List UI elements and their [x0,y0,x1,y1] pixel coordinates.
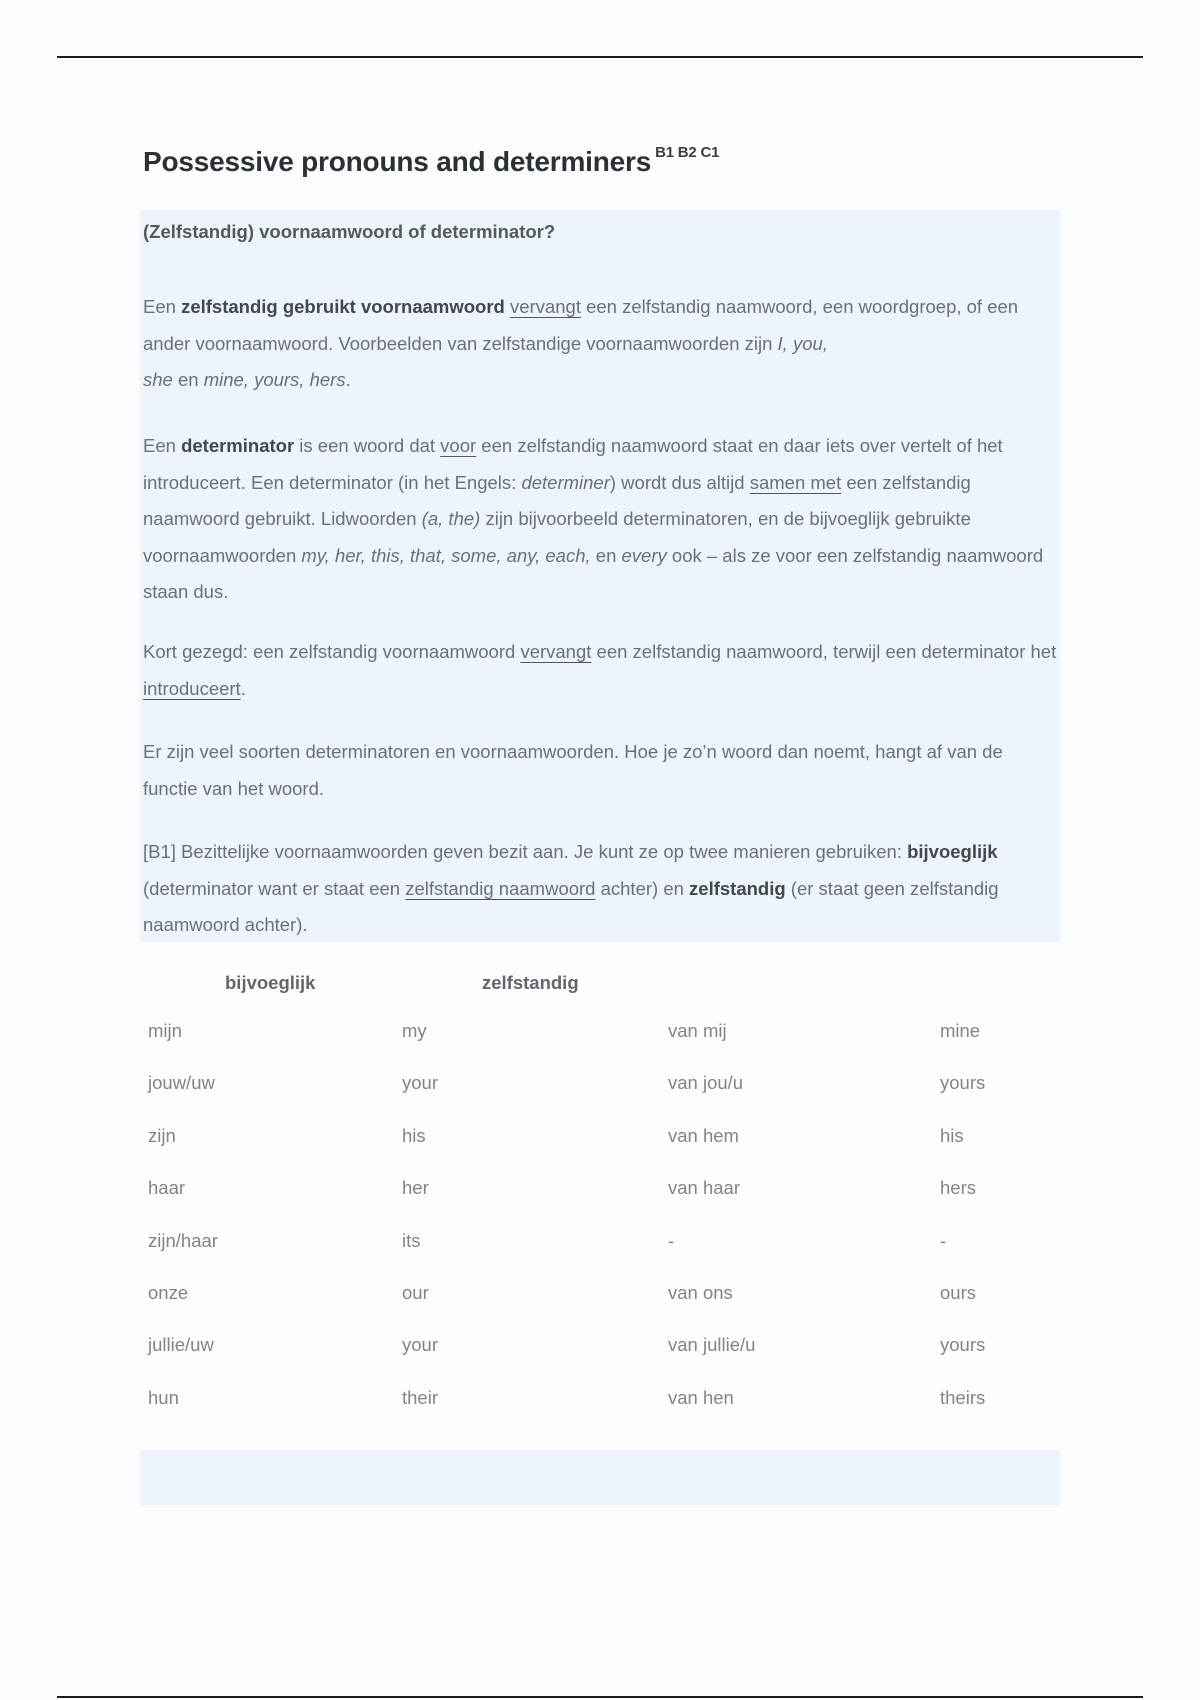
header-bijvoeglijk: bijvoeglijk [225,972,316,993]
table-row [148,1282,1048,1334]
table-cell: zijn [148,1124,176,1146]
table-cell: its [402,1229,421,1251]
table-cell: van hem [668,1124,739,1146]
table-cell: my [402,1020,427,1041]
table-cell: van ons [668,1281,733,1303]
table-cell: van jullie/u [668,1334,756,1356]
table-row [148,1020,1048,1072]
table-row [148,1177,1048,1229]
table-cell: your [402,1072,438,1094]
table-cell: yours [940,1072,986,1094]
table-cell: haar [148,1177,186,1199]
table-cell: his [940,1124,964,1146]
bottom-rule [57,1696,1143,1698]
info-box [140,210,1060,942]
paragraph-pronoun: Een zelfstandig gebruikt voornaamwoord vervangt een zelfstandig naamwoord, een woordgroep, of een ander voornaamwoord. Voorbeelden van zelfstandige voornaamwoorden zijn I, you, she en mine, yours, hers. [143,296,1019,390]
table-cell: onze [148,1281,189,1303]
table-cell: mijn [148,1020,182,1041]
table-cell: van mij [668,1020,727,1041]
table-cell: your [402,1334,438,1356]
level-tags: B1 B2 C1 [655,143,720,161]
table-cell: theirs [940,1386,986,1408]
header-zelfstandig: zelfstandig [482,972,579,993]
table-row [148,1125,1048,1177]
table-cell: yours [940,1334,986,1356]
table-row [148,1230,1048,1282]
table-cell: van haar [668,1177,740,1199]
table-cell: zijn/haar [148,1229,218,1251]
table-row [148,1387,1048,1439]
page-title: Possessive pronouns and determiners $^{B1 B2 C1}$ [143,143,720,177]
paragraph-types: Er zijn veel soorten determinatoren en voornaamwoorden. Hoe je zo’n woord dan noemt, hangt af van de functie van het woord. [143,741,1003,799]
pronoun-table [148,1020,1048,1439]
table-cell: hers [940,1177,976,1199]
table-cell: ours [940,1281,976,1303]
table-cell: his [402,1124,426,1146]
table-cell: van hen [668,1386,734,1408]
table-row [148,1072,1048,1124]
table-cell: - [940,1229,947,1251]
empty-info-box [140,1450,1060,1505]
table-cell: hun [148,1386,179,1408]
paragraph-b1: [B1] Bezittelijke voornaamwoorden geven bezit aan. Je kunt ze op twee manieren gebruiken: bijvoeglijk (determinator want er staat een zelfstandig naamwoord achter) en zelfstandig (er staat geen zelfstandig naamwoord achter). [143,841,999,935]
table-cell: our [402,1281,429,1303]
table-cell: jouw/uw [148,1072,215,1094]
table-cell: jullie/uw [148,1334,214,1356]
table-cell: - [668,1229,675,1251]
table-cell: van jou/u [668,1072,744,1094]
table-cell: their [402,1386,438,1408]
paragraph-determiner: Een determinator is een woord dat voor een zelfstandig naamwoord staat en daar iets over vertelt of het introduceert. Een determinator (in het Engels: determiner) wordt dus altijd samen met een zelfstandig naamwoord gebruikt. Lidwoorden (a, the) zijn bijvoorbeeld determinatoren, en de bijvoeglijk gebruikte voornaamwoorden my, her, this, that, some, any, each, en every ook – als ze voor een zelfstandig naamwoord staan dus. [143,435,1044,602]
paragraph-summary: Kort gezegd: een zelfstandig voornaamwoord vervangt een zelfstandig naamwoord, terwijl een determinator het introduceert. [143,641,1057,699]
table-row [148,1334,1048,1386]
info-heading: (Zelfstandig) voornaamwoord of determinator? [143,221,556,242]
table-cell: mine [940,1020,981,1041]
top-rule [57,56,1143,58]
table-cell: her [402,1177,429,1199]
